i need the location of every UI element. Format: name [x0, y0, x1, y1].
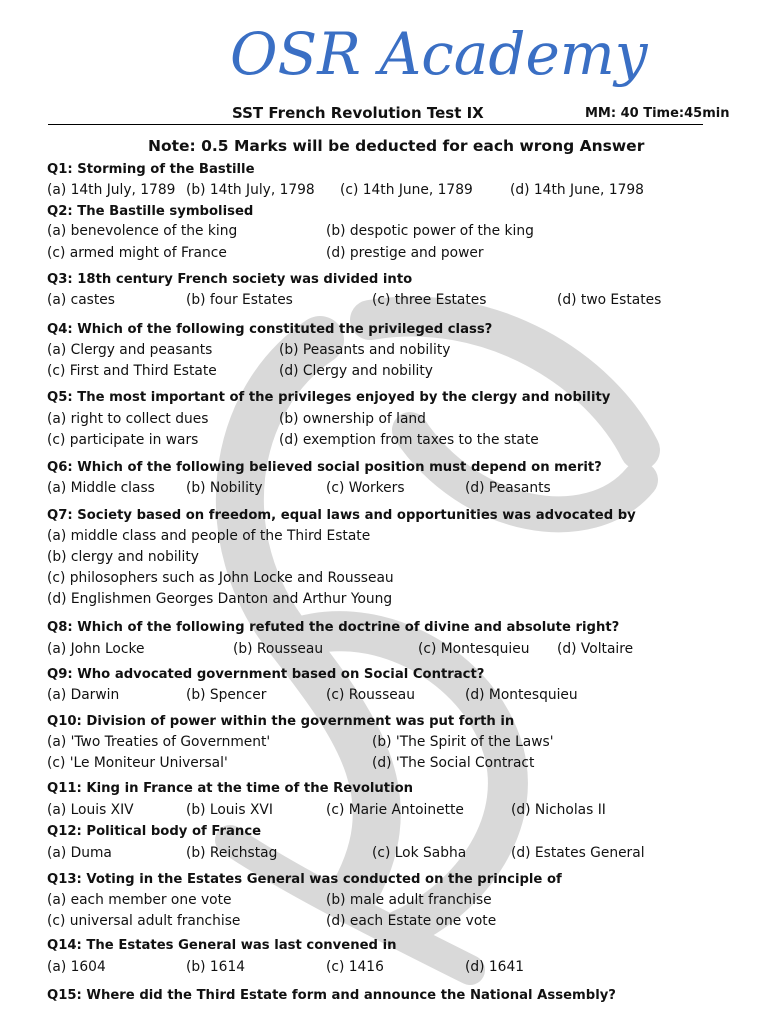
q10-option-d: (d) 'The Social Contract: [372, 755, 535, 771]
question-1: Q1: Storming of the Bastille: [47, 162, 255, 177]
q11-option-d: (d) Nicholas II: [511, 802, 606, 818]
q6-option-d: (d) Peasants: [465, 480, 551, 496]
q4-option-a: (a) Clergy and peasants: [47, 342, 213, 358]
q2-option-b: (b) despotic power of the king: [326, 223, 534, 239]
header-divider: [48, 124, 703, 125]
question-7: Q7: Society based on freedom, equal laws and opportunities was advocated by: [47, 508, 636, 523]
q8-option-a: (a) John Locke: [47, 641, 145, 657]
q11-option-a: (a) Louis XIV: [47, 802, 134, 818]
question-4: Q4: Which of the following constituted the privileged class?: [47, 322, 493, 337]
q11-option-c: (c) Marie Antoinette: [326, 802, 464, 818]
q5-option-d: (d) exemption from taxes to the state: [279, 432, 539, 448]
q4-option-b: (b) Peasants and nobility: [279, 342, 451, 358]
q10-option-a: (a) 'Two Treaties of Government': [47, 734, 271, 750]
question-11: Q11: King in France at the time of the Revolution: [47, 781, 414, 796]
q1-option-c: (c) 14th June, 1789: [340, 182, 473, 198]
q4-option-c: (c) First and Third Estate: [47, 363, 217, 379]
q13-option-c: (c) universal adult franchise: [47, 913, 241, 929]
question-15: Q15: Where did the Third Estate form and announce the National Assembly?: [47, 988, 616, 1003]
q13-option-d: (d) each Estate one vote: [326, 913, 497, 929]
question-10: Q10: Division of power within the government was put forth in: [47, 714, 515, 729]
question-14: Q14: The Estates General was last convened in: [47, 938, 397, 953]
q14-option-d: (d) 1641: [465, 959, 525, 975]
q11-option-b: (b) Louis XVI: [186, 802, 273, 818]
q14-option-a: (a) 1604: [47, 959, 106, 975]
q13-option-a: (a) each member one vote: [47, 892, 232, 908]
question-6: Q6: Which of the following believed social position must depend on merit?: [47, 460, 602, 475]
q9-option-a: (a) Darwin: [47, 687, 120, 703]
q10-option-c: (c) 'Le Moniteur Universal': [47, 755, 228, 771]
q10-option-b: (b) 'The Spirit of the Laws': [372, 734, 554, 750]
q2-option-d: (d) prestige and power: [326, 245, 484, 261]
q7-option-c: (c) philosophers such as John Locke and Rousseau: [47, 570, 394, 586]
q3-option-c: (c) three Estates: [372, 292, 487, 308]
q9-option-c: (c) Rousseau: [326, 687, 415, 703]
q2-option-c: (c) armed might of France: [47, 245, 227, 261]
academy-logo: OSR Academy: [230, 20, 648, 88]
q3-option-b: (b) four Estates: [186, 292, 293, 308]
marks-time: MM: 40 Time:45min: [585, 106, 730, 121]
q7-option-b: (b) clergy and nobility: [47, 549, 199, 565]
q1-option-d: (d) 14th June, 1798: [510, 182, 644, 198]
q6-option-a: (a) Middle class: [47, 480, 155, 496]
q5-option-c: (c) participate in wars: [47, 432, 199, 448]
question-3: Q3: 18th century French society was divided into: [47, 272, 413, 287]
q13-option-b: (b) male adult franchise: [326, 892, 492, 908]
q7-option-d: (d) Englishmen Georges Danton and Arthur Young: [47, 591, 393, 607]
question-13: Q13: Voting in the Estates General was conducted on the principle of: [47, 872, 562, 887]
q3-option-a: (a) castes: [47, 292, 115, 308]
q8-option-c: (c) Montesquieu: [418, 641, 530, 657]
q14-option-c: (c) 1416: [326, 959, 384, 975]
q7-option-a: (a) middle class and people of the Third Estate: [47, 528, 371, 544]
q5-option-a: (a) right to collect dues: [47, 411, 209, 427]
q14-option-b: (b) 1614: [186, 959, 246, 975]
q5-option-b: (b) ownership of land: [279, 411, 426, 427]
q1-option-a: (a) 14th July, 1789: [47, 182, 176, 198]
q12-option-d: (d) Estates General: [511, 845, 645, 861]
negative-marking-note: Note: 0.5 Marks will be deducted for each wrong Answer: [148, 137, 645, 155]
q9-option-d: (d) Montesquieu: [465, 687, 578, 703]
question-12: Q12: Political body of France: [47, 824, 262, 839]
q8-option-b: (b) Rousseau: [233, 641, 324, 657]
question-2: Q2: The Bastille symbolised: [47, 204, 254, 219]
q2-option-a: (a) benevolence of the king: [47, 223, 238, 239]
q8-option-d: (d) Voltaire: [557, 641, 634, 657]
question-8: Q8: Which of the following refuted the doctrine of divine and absolute right?: [47, 620, 620, 635]
q6-option-c: (c) Workers: [326, 480, 405, 496]
q6-option-b: (b) Nobility: [186, 480, 263, 496]
q12-option-c: (c) Lok Sabha: [372, 845, 467, 861]
q12-option-b: (b) Reichstag: [186, 845, 278, 861]
q9-option-b: (b) Spencer: [186, 687, 267, 703]
question-9: Q9: Who advocated government based on Social Contract?: [47, 667, 485, 682]
question-5: Q5: The most important of the privileges enjoyed by the clergy and nobility: [47, 390, 611, 405]
test-title: SST French Revolution Test IX: [232, 104, 484, 122]
q12-option-a: (a) Duma: [47, 845, 112, 861]
q3-option-d: (d) two Estates: [557, 292, 662, 308]
q4-option-d: (d) Clergy and nobility: [279, 363, 433, 379]
q1-option-b: (b) 14th July, 1798: [186, 182, 315, 198]
